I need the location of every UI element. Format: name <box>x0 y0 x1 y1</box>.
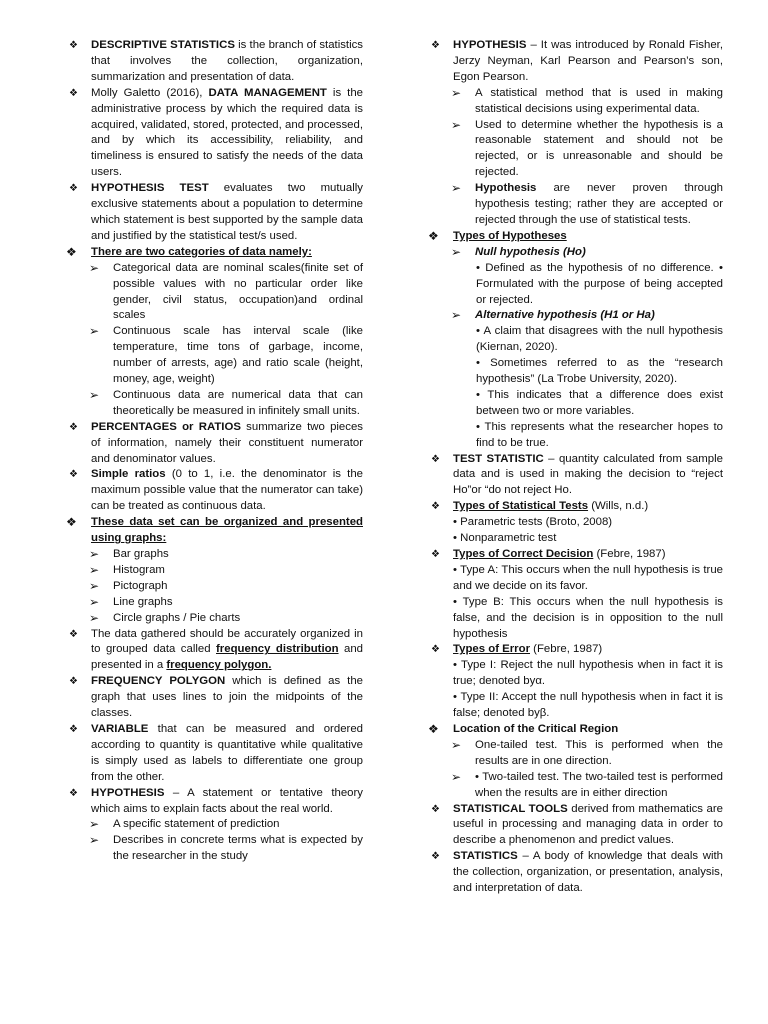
definition: which is defined as the graph that uses lines to join the midpoints of the classes. <box>91 675 364 720</box>
section-heading: Types of Hypotheses <box>453 229 567 242</box>
diamond-bullet-icon: ❖ <box>69 40 78 51</box>
list-item-text: Histogram <box>113 563 165 576</box>
arrowhead-bullet-icon: ➢ <box>89 547 100 561</box>
arrowhead-bullet-icon: ➢ <box>89 817 100 832</box>
definition: – A body of knowledge that deals with the collection, organization, or presentation, analysis, and interpretation of data. <box>453 850 723 895</box>
arrowhead-bullet-icon: ➢ <box>451 737 462 752</box>
bullet-simple-ratios <box>66 467 363 515</box>
list-item-text: Used to determine whether the hypothesis is a reasonable statement and should not be rejected, or is unreasonable and should be rejected. <box>475 118 723 179</box>
term: Simple ratios <box>91 468 166 481</box>
subheading: Alternative hypothesis (H1 or Ha) <box>475 309 655 322</box>
definition: evaluates two mutually exclusive statements about a population to determine which statement is best supported by the sample data and justified by the statistical test/s used. <box>91 182 363 242</box>
arrowhead-bullet-icon: ➢ <box>89 562 100 577</box>
term: HYPOTHESIS <box>91 786 165 799</box>
section-heading: Types of Error <box>453 643 531 656</box>
list-item <box>89 579 363 595</box>
list-item <box>451 118 723 182</box>
paragraph-text: and presented in a <box>91 643 363 672</box>
term: HYPOTHESIS <box>453 39 527 51</box>
definition: (0 to 1, i.e. the denominator is the maximum possible value that the numerator can take) can be treated as continuous data. <box>91 468 364 513</box>
alt-hypothesis-line: • A claim that disagrees with the null hypothesis (Kiernan, 2020). <box>476 325 723 354</box>
alt-hypothesis-line: • Sometimes referred to as the “research hypothesis” (La Trobe University, 2020). <box>476 357 723 386</box>
bullet-statistical-tools <box>428 802 723 850</box>
definition: derived from mathematics are useful in processing and managing data in order to describe a phenomenon and predict values. <box>453 802 723 847</box>
diamond-bullet-icon: ❖ <box>69 676 78 688</box>
list-item <box>89 324 363 388</box>
definition: is the administrative process by which the required data is acquired, validated, stored, protected, and processed, and by which its accessibility, reliability, and timeliness is ensured to satisfy the needs of the data users. <box>91 86 363 179</box>
definition: that can be measured and ordered according to quantity is quantitative while qualitative is simply used as labels to differentiate one group from the other. <box>91 722 363 783</box>
subheading: Null hypothesis (Ho) <box>475 245 586 258</box>
list-item <box>89 817 363 833</box>
bullet-data-management <box>66 86 363 181</box>
term: VARIABLE <box>91 722 149 735</box>
arrowhead-bullet-icon: ➢ <box>89 610 100 625</box>
term: TEST STATISTIC <box>453 452 544 465</box>
diamond-bullet-icon: ❖ <box>69 183 78 195</box>
bullet-statistical-tests <box>428 499 723 547</box>
list-line: • Type II: Accept the null hypothesis when in fact it is false; denoted byβ. <box>453 691 723 720</box>
arrowhead-bullet-icon: ➢ <box>451 244 462 259</box>
term: PERCENTAGES or RATIOS <box>91 420 241 433</box>
arrowhead-bullet-icon: ➢ <box>451 308 462 323</box>
list-item <box>451 86 723 118</box>
citation: (Wills, n.d.) <box>588 500 649 513</box>
list-line: • Type I: Reject the null hypothesis when in fact it is true; denoted byα. <box>453 659 723 688</box>
bullet-hypothesis-test <box>66 181 363 245</box>
bullet-hypothesis-left <box>66 786 363 818</box>
arrowhead-bullet-icon: ➢ <box>451 769 462 784</box>
diamond-bullet-icon: ❖ <box>428 228 439 243</box>
list-item <box>451 770 723 802</box>
arrowhead-bullet-icon: ➢ <box>89 578 100 593</box>
bullet-types-of-error <box>428 642 723 722</box>
list-item <box>89 388 363 420</box>
list-item <box>451 181 723 229</box>
list-item <box>89 611 363 627</box>
section-heading: These data set can be organized and presented using graphs: <box>91 516 363 545</box>
diamond-bullet-icon: ❖ <box>431 803 440 815</box>
term: FREQUENCY POLYGON <box>91 675 226 688</box>
arrowhead-bullet-icon: ➢ <box>451 181 462 196</box>
bullet-graphs <box>66 515 363 547</box>
arrowhead-bullet-icon: ➢ <box>451 117 462 132</box>
list-item-null-hypothesis <box>451 245 723 261</box>
list-line: • Type A: This occurs when the null hypothesis is true and we decide on its favor. <box>453 563 723 592</box>
paragraph-text: The data gathered should be accurately organized in to grouped data called <box>91 627 363 656</box>
list-line: • Nonparametric test <box>453 532 557 545</box>
list-item-text: Describes in concrete terms what is expected by the researcher in the study <box>113 834 363 863</box>
bullet-variable <box>66 722 363 786</box>
bullet-percentages <box>66 420 363 468</box>
diamond-bullet-icon: ❖ <box>69 787 78 799</box>
list-item <box>89 595 363 611</box>
list-line: • Parametric tests (Broto, 2008) <box>453 516 613 529</box>
arrowhead-bullet-icon: ➢ <box>89 833 100 848</box>
alt-hypothesis-line: • This indicates that a difference does exist between two or more variables. <box>476 388 723 417</box>
list-item-text: Continuous data are numerical data that can theoretically be measured in infinitely small units. <box>113 388 363 417</box>
list-item-alternative-hypothesis <box>451 308 723 324</box>
definition: is the branch of statistics that involves the collection, organization, summarization and presentation of data. <box>91 39 364 83</box>
list-item-text: are never proven through hypothesis testing; rather they are accepted or rejected through the use of statistical tests. <box>475 182 723 226</box>
list-item <box>451 738 723 770</box>
term-frequency-distribution: frequency distribution <box>216 643 339 656</box>
definition: – quantity calculated from sample data and is used in making the decision to “reject Ho”or “do not reject Ho. <box>453 452 723 497</box>
list-item <box>89 547 363 563</box>
bullet-hypothesis-right <box>428 38 723 86</box>
diamond-bullet-icon: ❖ <box>69 628 78 640</box>
list-item-text: Line graphs <box>113 595 173 608</box>
diamond-bullet-icon: ❖ <box>431 40 440 51</box>
bullet-frequency-polygon <box>66 674 363 722</box>
citation: (Febre, 1987) <box>593 548 666 560</box>
section-heading: There are two categories of data namely: <box>91 245 312 258</box>
citation: Molly Galetto (2016), <box>91 86 209 99</box>
arrowhead-bullet-icon: ➢ <box>89 324 100 339</box>
term: STATISTICS <box>453 850 518 863</box>
diamond-bullet-icon: ❖ <box>69 469 78 481</box>
arrowhead-bullet-icon: ➢ <box>89 594 100 609</box>
bullet-grouped-data <box>66 627 363 675</box>
list-item-text: A statistical method that is used in making statistical decisions using experimental data. <box>475 86 723 115</box>
section-heading: Location of the Critical Region <box>453 722 619 735</box>
left-column <box>66 38 363 865</box>
term: HYPOTHESIS TEST <box>91 182 209 195</box>
list-item-text: One-tailed test. This is performed when the results are in one direction. <box>475 738 723 767</box>
citation: (Febre, 1987) <box>530 643 603 656</box>
diamond-bullet-icon: ❖ <box>69 421 78 433</box>
list-item <box>89 563 363 579</box>
diamond-bullet-icon: ❖ <box>66 244 77 259</box>
diamond-bullet-icon: ❖ <box>431 501 440 513</box>
null-hypothesis-text: • Defined as the hypothesis of no difference. • Formulated with the purpose of being accepted or rejected. <box>476 261 723 306</box>
diamond-bullet-icon: ❖ <box>428 721 439 736</box>
right-column <box>428 38 723 897</box>
list-item-text: A specific statement of prediction <box>113 818 280 831</box>
arrowhead-bullet-icon: ➢ <box>451 85 462 100</box>
diamond-bullet-icon: ❖ <box>66 515 77 530</box>
bullet-test-statistic <box>428 452 723 500</box>
diamond-bullet-icon: ❖ <box>431 851 440 863</box>
list-item-text: • Two-tailed test. The two-tailed test is performed when the results are in either direction <box>475 770 723 799</box>
bullet-critical-region <box>428 722 723 738</box>
arrowhead-bullet-icon: ➢ <box>89 260 100 275</box>
definition: – It was introduced by Ronald Fisher, Jerzy Neyman, Karl Pearson and Pearson’s son, Egon Pearson. <box>453 39 723 83</box>
diamond-bullet-icon: ❖ <box>69 87 78 99</box>
list-item <box>89 261 363 325</box>
list-item-text: Circle graphs / Pie charts <box>113 611 241 624</box>
list-item-text: Continuous scale has interval scale (like temperature, time tons of garbage, income, number of arrests, age) and ratio scale (height, money, age, weight) <box>113 325 363 386</box>
term-frequency-polygon: frequency polygon. <box>166 659 272 672</box>
bullet-data-categories <box>66 245 363 261</box>
list-line: • Type B: This occurs when the null hypothesis is false, and the decision is in opposition to the null hypothesis <box>453 595 723 640</box>
diamond-bullet-icon: ❖ <box>431 453 440 465</box>
arrowhead-bullet-icon: ➢ <box>89 387 100 402</box>
diamond-bullet-icon: ❖ <box>431 644 440 656</box>
term: STATISTICAL TOOLS <box>453 802 568 815</box>
diamond-bullet-icon: ❖ <box>431 549 440 560</box>
list-item-text: Categorical data are nominal scales(finite set of possible values with no particular order like gender, civil status, occupation)and ordinal scales <box>113 261 363 322</box>
bullet-correct-decision <box>428 547 723 642</box>
term: DESCRIPTIVE STATISTICS <box>91 39 235 51</box>
definition: summarize two pieces of information, namely their constituent numerator and denominator values. <box>91 420 363 465</box>
bullet-types-of-hypotheses <box>428 229 723 245</box>
term: DATA MANAGEMENT <box>208 86 327 99</box>
term: Hypothesis <box>475 182 537 195</box>
diamond-bullet-icon: ❖ <box>69 723 78 735</box>
bullet-descriptive-statistics <box>66 38 363 86</box>
section-heading: Types of Statistical Tests <box>453 500 589 513</box>
definition: – A statement or tentative theory which aims to explain facts about the real world. <box>91 786 363 815</box>
section-heading: Types of Correct Decision <box>453 548 594 560</box>
alt-hypothesis-line: • This represents what the researcher hopes to find to be true. <box>476 420 723 449</box>
list-item <box>89 833 363 865</box>
list-item-text: Pictograph <box>113 579 168 592</box>
list-item-text: Bar graphs <box>113 548 169 560</box>
bullet-statistics <box>428 849 723 897</box>
